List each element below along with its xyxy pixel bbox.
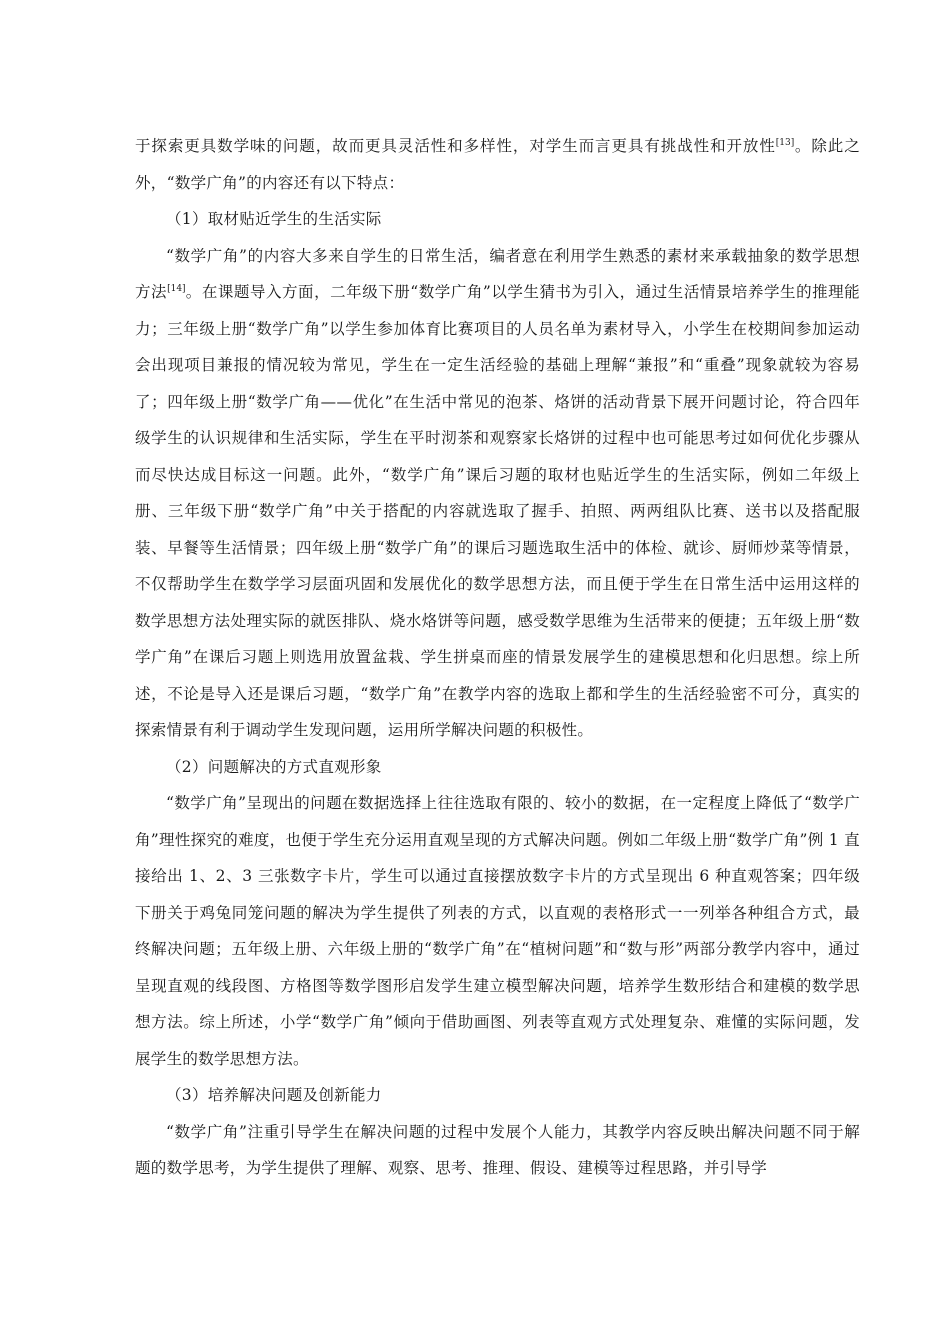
section-1-paragraph xyxy=(135,238,860,749)
section-1-text-b: 。在课题导入方面，二年级下册“数学广角”以学生猜书为引入，通过生活情景培养学生的推理能力；三年级上册“数学广角”以学生参加体育比赛项目的人员名单为素材导入，小学生在校期间参加运动会出现项目兼报的情况较为常见，学生在一定生活经验的基础上理解“兼报”和“重叠”现象就较为容易了；四年级上册“数学广角——优化”在生活中常见的泡茶、烙饼的活动背景下展开问题讨论，符合四年级学生的认识规律和生活实际，学生在平时沏茶和观察家长烙饼的过程中也可能思考过如何优化步骤从而尽快达成目标这一问题。此外，“数学广角”课后习题的取材也贴近学生的生活实际，例如二年级上册、三年级下册“数学广角”中关于搭配的内容就选取了握手、拍照、两两组队比赛、送书以及搭配服装、早餐等生活情景；四年级上册“数学广角”的课后习题选取生活中的体检、就诊、厨师炒菜等情景，不仅帮助学生在数学学习层面巩固和发展优化的数学思想方法，而且便于学生在日常生活中运用这样的数学思想方法处理实际的就医排队、烧水烙饼等问题，感受数学思维为生活带来的便捷；五年级上册“数学广角”在课后习题上则选用放置盆栽、学生拼桌而座的情景发展学生的建模思想和化归思想。综上所述，不论是导入还是课后习题，“数学广角”在教学内容的选取上都和学生的生活经验密不可分，真实的探索情景有利于调动学生发现问题，运用所学解决问题的积极性。 xyxy=(135,283,860,739)
section-3-heading: （3）培养解决问题及创新能力 xyxy=(166,1086,382,1104)
citation-13: [13] xyxy=(775,137,795,148)
intro-text-a: 于探索更具数学味的问题，故而更具灵活性和多样性，对学生而言更具有挑战性和开放性 xyxy=(135,137,776,155)
section-3-paragraph: “数学广角”注重引导学生在解决问题的过程中发展个人能力，其教学内容反映出解决问题不同于解题的数学思考，为学生提供了理解、观察、思考、推理、假设、建模等过程思路，并引导学 xyxy=(135,1122,860,1177)
intro-text-b: 。除此之外，“数学广角”的内容还有以下特点： xyxy=(135,137,861,192)
section-1-heading: （1）取材贴近学生的生活实际 xyxy=(166,210,382,228)
document-body xyxy=(135,128,860,1187)
citation-14: [14] xyxy=(167,283,186,294)
intro-paragraph xyxy=(135,128,860,201)
section-2-paragraph: “数学广角”呈现出的问题在数据选择上往往选取有限的、较小的数据，在一定程度上降低了“数学广角”理性探究的难度，也便于学生充分运用直观呈现的方式解决问题。例如二年级上册“数学广角”例 1 直接给出 1、2、3 三张数字卡片，学生可以通过直接摆放数字卡片的方式呈现出 6 种直观答案；四年级下册关于鸡兔同笼问题的解决为学生提供了列表的方式，以直观的表格形式一一列举各种组合方式，最终解决问题；五年级上册、六年级上册的“数学广角”在“植树问题”和“数与形”两部分教学内容中，通过呈现直观的线段图、方格图等数学图形启发学生建立模型解决问题，培养学生数形结合和建模的数学思想方法。综上所述，小学“数学广角”倾向于借助画图、列表等直观方式处理复杂、难懂的实际问题，发展学生的数学思想方法。 xyxy=(135,794,860,1068)
section-2-heading: （2）问题解决的方式直观形象 xyxy=(166,757,382,776)
section-1-text-a: “数学广角”的内容大多来自学生的日常生活，编者意在利用学生熟悉的素材来承载抽象的数学思想方法 xyxy=(135,246,860,301)
